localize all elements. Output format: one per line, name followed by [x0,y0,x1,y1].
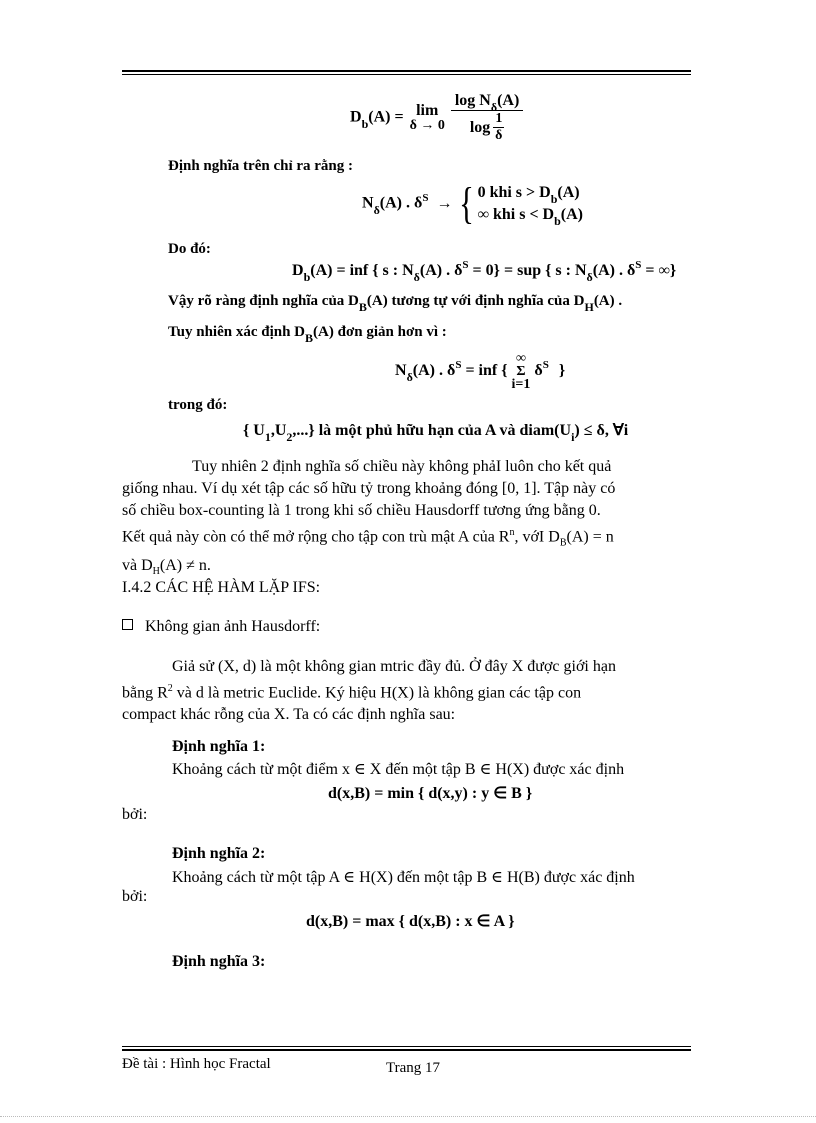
definition-1-formula: d(x,B) = min { d(x,y) : y ∈ B } [328,785,533,802]
definition-1-text: Khoảng cách từ một điểm x ∈ X đến một tập B ∈ H(X) được xác định [172,761,625,778]
definition-1-title: Định nghĩa 1: [172,738,266,755]
label-trong-do: trong đó: [168,397,228,413]
equation-inf-sup: $D_b(A)$ = inf { s : $N_\delta(A)$ . $\delta^S = 0$} = sup { s : $N_\delta(A)$ . $\delta^S$ = ∞} [292,259,677,284]
footer-topic: Đề tài : Hình học Fractal [122,1056,271,1072]
line-tuy-nhien: Tuy nhiên xác định $D_B(A)$ đơn giản hơn vì : [168,324,447,345]
definition-2-text: Khoảng cách từ một tập A ∈ H(X) đến một tập B ∈ H(B) được xác định [172,869,635,886]
definition-3-title: Định nghĩa 3: [172,953,266,970]
definition-2-title: Định nghĩa 2: [172,845,266,862]
footer-rule [122,1049,691,1051]
label-do-do: Do đó: [168,241,211,257]
equation-sum: $N_\delta(A)$ . $\delta^S$ = inf { ∞ Σ i=1 $\delta^S$ } [395,351,566,392]
page-edge-dots [0,1116,816,1117]
definition-1-tail: bởi: [122,806,148,823]
section-heading: I.4.2 CÁC HỆ HÀM LẶP IFS: [122,579,321,596]
paragraph-space-definition: Giả sử (X, d) là một không gian mtric đầy đủ. Ở đây X được giới hạn bằng $R^2$ và d là metric Euclide. Ký hiệu H(X) là không gian các tập con compact khác rỗng của X. Ta có các định nghĩa sau: [122,658,616,724]
paragraph-comparison: Tuy nhiên 2 định nghĩa số chiều này không phảI luôn cho kết quả giống nhau. Ví dụ xét tập các số hữu tỷ trong khoảng đóng [0, 1]. Tập này có số chiều box-counting là 1 trong khi số chiều Hausdorff tương ứng bằng 0. Kết quả này còn có thể mở rộng cho tập con trù mật A của $R^n$, vớI $D_B(A) = n$ và $D_H(A) \ne n$. [122,458,616,577]
subsection-heading: Không gian ảnh Hausdorff: [122,618,320,636]
equation-cover: { $U_1,U_2$,...} là một phủ hữu hạn của A và $diam(U_i) \le \delta$, ∀i [243,422,629,444]
line-vay: Vậy rõ ràng định nghĩa của $D_B(A)$ tương tự với định nghĩa của $D_H(A)$ . [168,293,623,314]
equation-cases: $N_\delta(A)$ . $\delta^S$ → { 0 khi $s > D_b(A)$ ∞ khi $s < D_b(A)$ [362,179,584,228]
footer-rule-thin [122,1046,691,1047]
definition-2-formula: d(x,B) = max { d(x,B) : x ∈ A } [306,913,515,930]
header-rule-thin [122,74,691,75]
header-rule [122,70,691,72]
equation-box-dimension: $D_b(A)$ = lim δ → 0 $\log N_\delta(A)$ log $\frac{1}{\delta}$ [350,92,523,144]
checkbox-bullet-icon [122,619,133,630]
footer-page-number: Trang 17 [386,1060,441,1076]
note-definition: Định nghĩa trên chỉ ra rằng : [168,158,354,174]
definition-2-tail: bởi: [122,888,148,905]
